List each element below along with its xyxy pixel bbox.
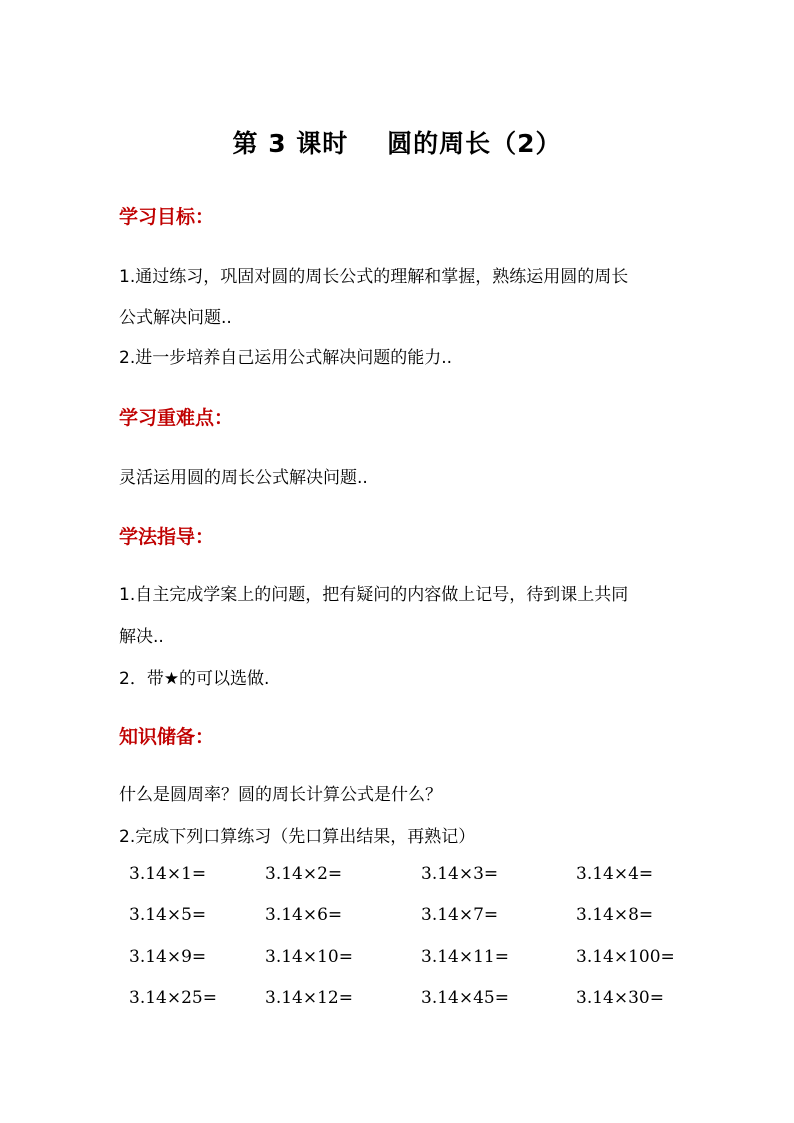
exercise-item: 3.14×6=	[265, 905, 343, 925]
knowledge-question: 什么是圆周率？圆的周长计算公式是什么？	[119, 785, 442, 805]
exercise-item: 3.14×5=	[129, 905, 207, 925]
exercise-item: 3.14×30=	[576, 988, 664, 1008]
exercise-item: 3.14×3=	[421, 864, 499, 884]
guide-line-1: 1.自主完成学案上的问题，把有疑问的内容做上记号，待到课上共同	[119, 585, 629, 605]
section-heading-method-guide: 学法指导：	[119, 526, 215, 548]
exercise-item: 3.14×1=	[129, 864, 207, 884]
exercise-item: 3.14×10=	[265, 947, 353, 967]
exercise-item: 3.14×45=	[421, 988, 509, 1008]
exercise-item: 3.14×12=	[265, 988, 353, 1008]
exercise-item: 3.14×25=	[129, 988, 217, 1008]
exercise-item: 3.14×100=	[576, 947, 675, 967]
exercise-item: 3.14×8=	[576, 905, 654, 925]
exercise-item: 3.14×4=	[576, 864, 654, 884]
objective-line-2: 2.进一步培养自己运用公式解决问题的能力..	[119, 348, 453, 368]
section-heading-knowledge: 知识储备：	[119, 726, 215, 748]
key-point-line: 灵活运用圆的周长公式解决问题..	[119, 468, 368, 488]
page-title: 第 3 课时 圆的周长（2）	[232, 129, 562, 158]
exercise-item: 3.14×7=	[421, 905, 499, 925]
exercise-item: 3.14×9=	[129, 947, 207, 967]
section-heading-key-points: 学习重难点：	[119, 407, 234, 429]
section-heading-objectives: 学习目标：	[119, 206, 215, 228]
exercise-item: 3.14×11=	[421, 947, 509, 967]
guide-line-2: 2．带★的可以选做.	[119, 669, 270, 689]
objective-line-1-cont: 公式解决问题..	[119, 308, 232, 328]
knowledge-exercise-instruction: 2.完成下列口算练习（先口算出结果，再熟记）	[119, 827, 476, 847]
exercise-item: 3.14×2=	[265, 864, 343, 884]
objective-line-1: 1.通过练习，巩固对圆的周长公式的理解和掌握，熟练运用圆的周长	[119, 267, 629, 287]
guide-line-1-cont: 解决..	[119, 627, 164, 647]
